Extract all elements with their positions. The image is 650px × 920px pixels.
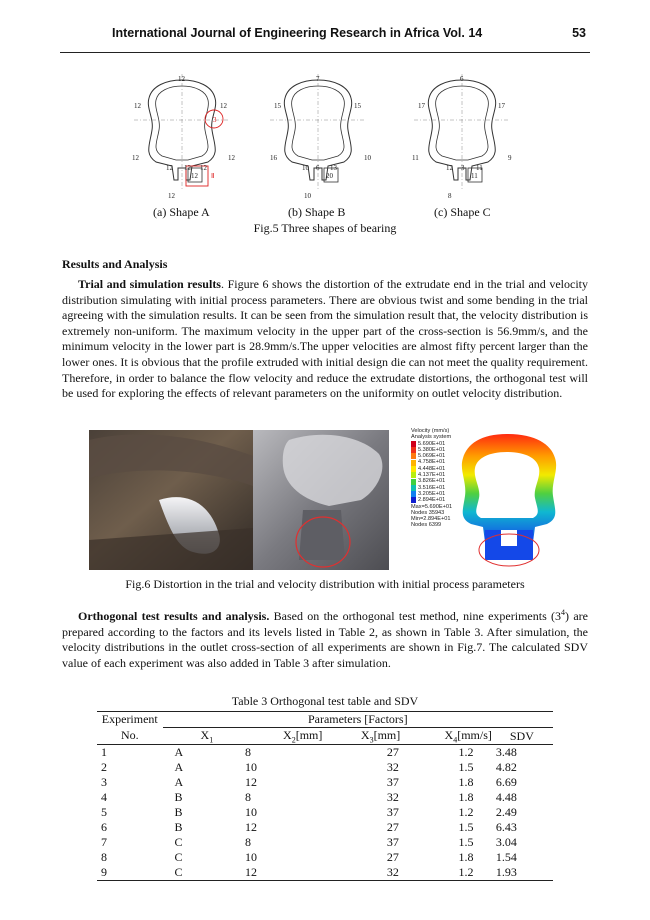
dim-a-5: 12 bbox=[228, 154, 235, 162]
velocity-contour bbox=[462, 434, 556, 566]
dim-a-9: 12 bbox=[191, 172, 198, 180]
legend-swatch bbox=[411, 497, 416, 503]
dim-a-8: 12 bbox=[200, 164, 207, 172]
legend-value: 5.380E+01 bbox=[418, 446, 446, 453]
shape-c-caption: (c) Shape C bbox=[434, 205, 491, 219]
cell-x2: 10 bbox=[245, 760, 258, 775]
para2-text-b: ) are prepared according to the factors and its levels listed in Table 2, as shown in Table 3. After simulation, the velocity distributions in the outlet cross-section of all experiments are shown in Fig.7. The calculated SDV value of each experiment was also added in Table 3 after simulation. bbox=[62, 609, 588, 670]
dim-b-7: 10 bbox=[302, 164, 309, 172]
table-row bbox=[97, 850, 553, 865]
cell-x3: 32 bbox=[386, 790, 399, 805]
legend-value: 5.690E+01 bbox=[418, 440, 446, 447]
dim-b-5: 6 bbox=[316, 164, 320, 172]
cell-x4: 1.5 bbox=[458, 835, 474, 850]
cell-x4: 1.2 bbox=[458, 865, 474, 880]
header-x1: $X_1$ bbox=[200, 728, 214, 745]
shape-a-caption: (a) Shape A bbox=[153, 205, 210, 219]
col-params: Parameters [Factors] bbox=[163, 712, 553, 728]
cell-sdv: 1.93 bbox=[495, 865, 517, 880]
para2-text-a: Based on the orthogonal test method, nine experiments (3 bbox=[269, 609, 562, 623]
dim-c-9: 8 bbox=[448, 192, 452, 200]
cell-x4: 1.5 bbox=[458, 820, 474, 835]
table-row bbox=[97, 865, 553, 881]
cell-sdv: 4.82 bbox=[495, 760, 517, 775]
cell-sdv: 2.49 bbox=[495, 805, 517, 820]
cell-sdv: 3.04 bbox=[495, 835, 517, 850]
legend-swatch bbox=[411, 491, 416, 497]
dim-b-9: 10 bbox=[304, 192, 311, 200]
cell-no: 8 bbox=[101, 850, 107, 865]
cell-x2: 10 bbox=[245, 850, 258, 865]
cell-x3: 27 bbox=[386, 820, 399, 835]
dim-b-2: 15 bbox=[354, 102, 361, 110]
cell-x2: 10 bbox=[245, 805, 258, 820]
legend-value: 4.448E+01 bbox=[418, 465, 446, 472]
dim-a-3: 3 bbox=[213, 116, 217, 124]
dim-b-8: 20 bbox=[326, 172, 333, 180]
dim-b-6: 13 bbox=[330, 164, 337, 172]
legend-swatch bbox=[411, 453, 416, 459]
dim-c-2: 17 bbox=[498, 102, 505, 110]
legend-swatch bbox=[411, 485, 416, 491]
dim-a-6: 12 bbox=[166, 164, 173, 172]
cell-no: 4 bbox=[101, 790, 107, 805]
legend-stat-3: Nodes 6399 bbox=[411, 522, 442, 529]
cell-x1: C bbox=[174, 835, 183, 850]
dim-c-4: 12 bbox=[446, 164, 453, 172]
para2-sup: 4 bbox=[561, 608, 566, 617]
cell-x1: A bbox=[174, 760, 184, 775]
shape-b-caption: (b) Shape B bbox=[288, 205, 346, 219]
fig5-caption: Fig.5 Three shapes of bearing bbox=[253, 221, 397, 235]
legend-swatch bbox=[411, 472, 416, 478]
dim-c-1: 17 bbox=[418, 102, 425, 110]
legend-swatch bbox=[411, 441, 416, 447]
header-x3: $X_3[mm]$ bbox=[360, 728, 401, 745]
cell-no: 7 bbox=[101, 835, 107, 850]
col-experiment: Experiment bbox=[101, 712, 158, 727]
fig6-graphic bbox=[89, 430, 560, 570]
para1-text: . Figure 6 shows the distortion of the extrudate end in the trial and velocity distribution simulating with initial process parameters. There are obvious twist and some bending in the trial agreeing with the simulation results. It can be seen from the simulation result that, the velocity distribution is extremely non-uniform. The maximum velocity in the upper part of the cross-section is 56.9mm/s, and the minimum velocity in the lower part is 28.9mm/s.The upper velocities are almost fifty percent larger than the lower ones. It is obvious that the profile extruded with initial design die can not meet the quality requirement. Therefore, in order to balance the flow velocity and reduce the extrudate distortions, the orthogonal test will be used for exploring the effects of relevant parameters on the uniformity on outlet velocity distribution. bbox=[62, 277, 588, 401]
dim-c-3: 11 bbox=[412, 154, 419, 162]
journal-title: International Journal of Engineering Research in Africa Vol. 14 bbox=[112, 26, 483, 40]
cell-sdv: 1.54 bbox=[495, 850, 517, 865]
cell-x3: 32 bbox=[386, 760, 399, 775]
shape-a-drawing bbox=[132, 74, 236, 200]
cell-x2: 12 bbox=[245, 820, 258, 835]
cell-no: 3 bbox=[101, 775, 107, 790]
legend-swatch bbox=[411, 460, 416, 466]
cell-no: 1 bbox=[101, 745, 107, 760]
cell-x4: 1.8 bbox=[458, 775, 474, 790]
header-x2: $X_2[mm]$ bbox=[283, 728, 323, 745]
cell-x4: 1.2 bbox=[458, 805, 474, 820]
cell-sdv: 6.43 bbox=[495, 820, 517, 835]
legend-stat-0: Max=5.690E+01 bbox=[411, 503, 453, 510]
para2-lead: Orthogonal test results and analysis. bbox=[78, 609, 270, 623]
table-row bbox=[97, 790, 553, 805]
cell-x3: 37 bbox=[386, 835, 399, 850]
cell-sdv: 4.48 bbox=[495, 790, 517, 805]
cell-x3: 37 bbox=[386, 805, 399, 820]
cell-x1: B bbox=[174, 790, 183, 805]
paragraph-orthogonal bbox=[62, 605, 588, 671]
cell-x2: 12 bbox=[245, 775, 258, 790]
dim-c-5: 3 bbox=[461, 164, 465, 172]
table-row bbox=[97, 820, 553, 835]
cell-x2: 8 bbox=[245, 745, 252, 760]
cell-x1: C bbox=[174, 850, 183, 865]
dim-a-4: 12 bbox=[132, 154, 139, 162]
dim-c-0: 6 bbox=[460, 75, 464, 83]
cell-x3: 27 bbox=[386, 850, 399, 865]
dim-b-0: 7 bbox=[316, 75, 320, 83]
fig5-shapes bbox=[130, 72, 550, 207]
dim-b-4: 16 bbox=[270, 154, 277, 162]
cell-x1: A bbox=[174, 775, 184, 790]
table-3 bbox=[97, 694, 553, 881]
cell-x1: C bbox=[174, 865, 183, 880]
dim-a-10: 12 bbox=[168, 192, 175, 200]
header-sdv: SDV bbox=[509, 728, 534, 743]
cell-no: 6 bbox=[101, 820, 107, 835]
velocity-legend bbox=[411, 428, 452, 529]
dim-c-7: 9 bbox=[508, 154, 512, 162]
cell-no: 2 bbox=[101, 760, 107, 775]
cell-no: 5 bbox=[101, 805, 107, 820]
legend-swatch bbox=[411, 466, 416, 472]
cell-x4: 1.8 bbox=[458, 790, 474, 805]
shape-c-drawing bbox=[412, 74, 512, 200]
cell-sdv: 6.69 bbox=[495, 775, 517, 790]
legend-value: 3.205E+01 bbox=[418, 490, 446, 497]
legend-stat-1: Nodes 35943 bbox=[411, 509, 445, 516]
dim-c-6: 11 bbox=[476, 164, 483, 172]
paragraph-trial-results bbox=[62, 277, 588, 402]
dim-b-3: 10 bbox=[364, 154, 371, 162]
cell-x3: 27 bbox=[386, 745, 399, 760]
cell-x1: B bbox=[174, 805, 183, 820]
legend-value: 3.516E+01 bbox=[418, 484, 446, 491]
cell-x3: 32 bbox=[386, 865, 399, 880]
cell-x1: B bbox=[174, 820, 183, 835]
legend-swatch bbox=[411, 479, 416, 485]
legend-swatch bbox=[411, 447, 416, 453]
cell-x1: A bbox=[174, 745, 184, 760]
legend-value: 5.069E+01 bbox=[418, 453, 446, 460]
dim-a-11: Ⅱ bbox=[211, 172, 215, 180]
fig6-figure bbox=[89, 430, 560, 570]
col-no: No. bbox=[120, 728, 139, 743]
legend-title: Velocity (mm/s) bbox=[411, 428, 450, 434]
table-caption: Table 3 Orthogonal test table and SDV bbox=[231, 694, 419, 708]
cell-x2: 8 bbox=[245, 835, 252, 850]
header-x4: $X_4[mm/s]$ bbox=[444, 728, 492, 745]
legend-value: 4.137E+01 bbox=[418, 472, 446, 479]
fig6-caption: Fig.6 Distortion in the trial and velocity distribution with initial process parameters bbox=[125, 577, 525, 591]
dim-a-0: 12 bbox=[178, 75, 185, 83]
page-header bbox=[60, 22, 590, 53]
cell-x3: 37 bbox=[386, 775, 399, 790]
legend-value: 4.758E+01 bbox=[418, 459, 446, 466]
legend-value: 2.894E+01 bbox=[418, 497, 446, 504]
dim-c-8: 11 bbox=[471, 172, 478, 180]
table-row bbox=[97, 745, 553, 761]
dim-a-2: 12 bbox=[220, 102, 227, 110]
cell-sdv: 3.48 bbox=[495, 745, 517, 760]
cell-x4: 1.5 bbox=[458, 760, 474, 775]
legend-subtitle: Analysis system bbox=[411, 434, 452, 441]
orthogonal-table bbox=[97, 711, 553, 881]
page-number: 53 bbox=[572, 26, 586, 40]
legend-stat-2: Min=2.894E+01 bbox=[411, 516, 451, 523]
table-row bbox=[97, 760, 553, 775]
cell-x4: 1.8 bbox=[458, 850, 474, 865]
dim-b-1: 15 bbox=[274, 102, 281, 110]
cell-x2: 8 bbox=[245, 790, 252, 805]
dim-a-7: 12 bbox=[184, 164, 191, 172]
cell-x4: 1.2 bbox=[458, 745, 474, 760]
shape-b-drawing bbox=[270, 74, 372, 200]
table-row bbox=[97, 775, 553, 790]
para1-lead: Trial and simulation results bbox=[78, 277, 221, 291]
legend-value: 3.826E+01 bbox=[418, 478, 446, 485]
cell-no: 9 bbox=[101, 865, 107, 880]
dim-a-1: 12 bbox=[134, 102, 141, 110]
table-row bbox=[97, 805, 553, 820]
cell-x2: 12 bbox=[245, 865, 258, 880]
table-row bbox=[97, 835, 553, 850]
section-heading: Results and Analysis bbox=[62, 257, 168, 271]
